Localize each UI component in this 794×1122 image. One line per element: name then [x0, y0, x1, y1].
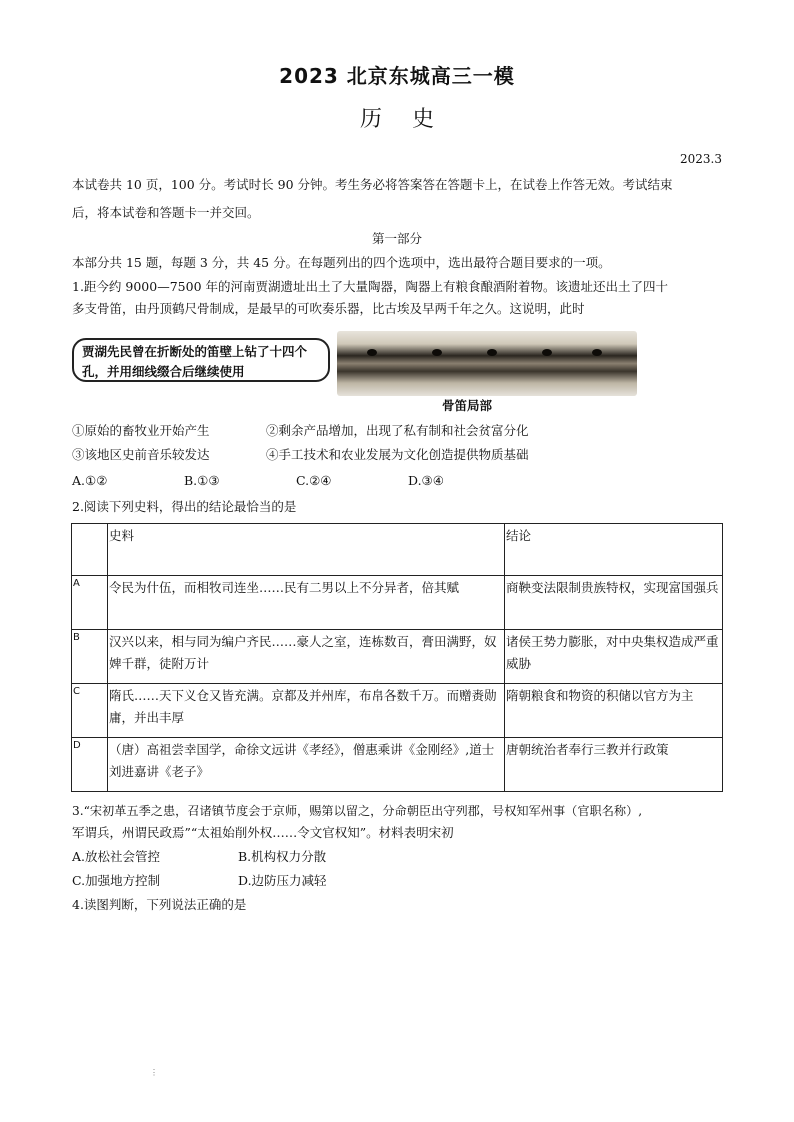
q1-statement-1: ①原始的畜牧业开始产生: [72, 423, 210, 438]
q1-option-a: A.①②: [72, 473, 108, 488]
row-label: B: [72, 630, 108, 684]
q3-option-b: B.机构权力分散: [238, 849, 327, 864]
figure-caption: 骨笛局部: [442, 398, 493, 413]
table-row: [72, 576, 723, 630]
row-source: 令民为什伍，而相牧司连坐……民有二男以上不分异者，倍其赋: [108, 576, 505, 630]
q1-option-d: D.③④: [408, 473, 444, 488]
flute-hole: [542, 349, 552, 356]
q1-statement-3: ③该地区史前音乐较发达: [72, 447, 210, 462]
q3-option-c: C.加强地方控制: [72, 873, 161, 888]
row-source: （唐）高祖尝幸国学，命徐文远讲《孝经》，僧惠乘讲《金刚经》,道士刘进嘉讲《老子》: [108, 738, 505, 792]
bone-flute-figure: [72, 326, 722, 418]
subject-heading: 历史: [359, 107, 464, 132]
q2-source-table: [71, 523, 723, 792]
q1-stem-line-1: 1.距今约 9000—7500 年的河南贾湖遗址出土了大量陶器，陶器上有粮食酿酒附着物。该遗址还出土了四十: [72, 279, 668, 294]
q2-stem: 2.阅读下列史料，得出的结论最恰当的是: [72, 499, 297, 514]
header-conclusion: 结论: [505, 524, 723, 576]
row-label: D: [72, 738, 108, 792]
row-conclusion: 商鞅变法限制贵族特权，实现富国强兵: [505, 576, 723, 630]
page-mark: ⋮: [150, 1068, 158, 1077]
intro-line-2: 后，将本试卷和答题卡一并交回。: [72, 205, 260, 220]
table-row: [72, 738, 723, 792]
part-instructions: 本部分共 15 题，每题 3 分，共 45 分。在每题列出的四个选项中，选出最符合题目要求的一项。: [72, 255, 611, 270]
q1-option-b: B.①③: [184, 473, 220, 488]
intro-line-1: 本试卷共 10 页，100 分。考试时长 90 分钟。考生务必将答案答在答题卡上，在试卷上作答无效。考试结束: [72, 177, 673, 192]
table-row: [72, 630, 723, 684]
q1-statement-4: ④手工技术和农业发展为文化创造提供物质基础: [266, 447, 529, 462]
flute-hole: [487, 349, 497, 356]
q4-stem: 4.读图判断，下列说法正确的是: [72, 897, 247, 912]
row-conclusion: 唐朝统治者奉行三教并行政策: [505, 738, 723, 792]
part-heading: 第一部分: [371, 231, 422, 246]
flute-hole: [592, 349, 602, 356]
row-conclusion: 诸侯王势力膨胀，对中央集权造成严重威胁: [505, 630, 723, 684]
table-header-row: [72, 524, 723, 576]
q3-option-a: A.放松社会管控: [72, 849, 161, 864]
q3-stem-line-2: 军谓兵，州谓民政焉”“太祖始削外权……令文官权知”。材料表明宋初: [72, 825, 454, 840]
q1-stem-line-2: 多支骨笛，由丹顶鹤尺骨制成，是最早的可吹奏乐器，比古埃及早两千年之久。这说明，此时: [72, 301, 585, 316]
table-row: [72, 684, 723, 738]
row-label: A: [72, 576, 108, 630]
q3-stem-line-1: 3.“宋初革五季之患，召诸镇节度会于京师，赐第以留之，分命朝臣出守列郡，号权知军州事（官职名称）,: [72, 804, 643, 818]
q3-option-d: D.边防压力减轻: [238, 873, 327, 888]
figure-callout: 贾湖先民曾在折断处的笛壁上钻了十四个孔，并用细线缀合后继续使用: [72, 338, 330, 382]
flute-hole: [367, 349, 377, 356]
exam-date: 2023.3: [680, 152, 722, 166]
table-cell: [72, 524, 108, 576]
page-title: 2023 北京东城高三一模: [279, 64, 515, 88]
flute-hole: [432, 349, 442, 356]
bone-flute-image: [337, 331, 637, 396]
row-source: 隋氏……天下义仓又皆充满。京都及并州库，布帛各数千万。而赠赉勋庸，并出丰厚: [108, 684, 505, 738]
row-source: 汉兴以来，相与同为编户齐民……豪人之室，连栋数百，膏田满野，奴婢千群，徒附万计: [108, 630, 505, 684]
header-source: 史料: [108, 524, 505, 576]
row-label: C: [72, 684, 108, 738]
q1-option-c: C.②④: [296, 473, 332, 488]
q1-statement-2: ②剩余产品增加，出现了私有制和社会贫富分化: [266, 423, 529, 438]
row-conclusion: 隋朝粮食和物资的积储以官方为主: [505, 684, 723, 738]
